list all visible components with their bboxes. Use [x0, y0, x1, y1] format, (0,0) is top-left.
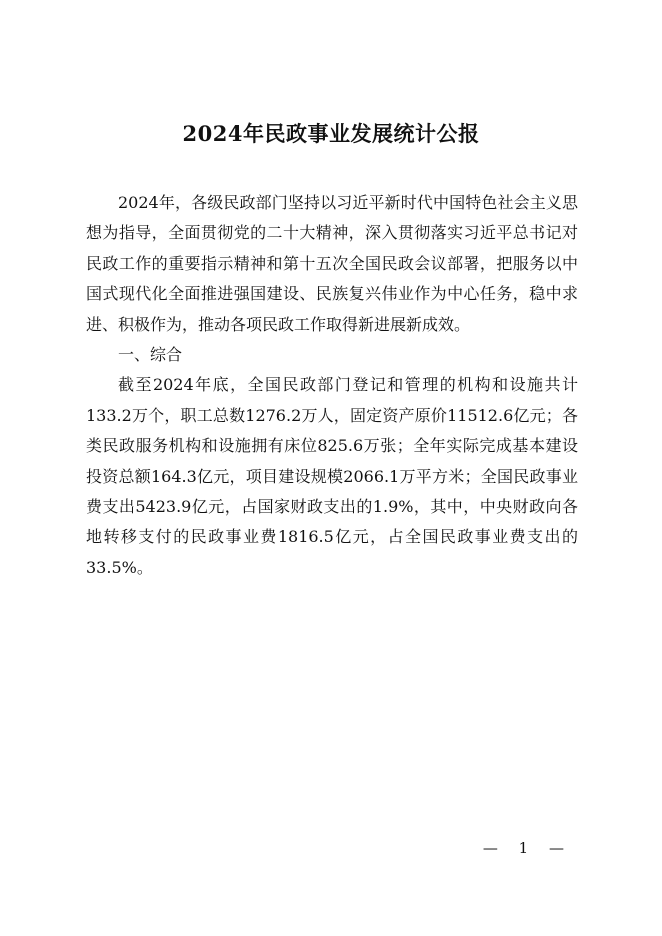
intro-paragraph: 2024年，各级民政部门坚持以习近平新时代中国特色社会主义思想为指导，全面贯彻党的二十大精神，深入贯彻落实习近平总书记对民政工作的重要指示精神和第十五次全国民政会议部署，把服务以中国式现代化全面推进强国建设、民族复兴伟业作为中心任务，稳中求进、积极作为，推动各项民政工作取得新进展新成效。: [86, 193, 578, 334]
section-paragraph: 截至2024年底，全国民政部门登记和管理的机构和设施共计133.2万个，职工总数1276.2万人，固定资产原价11512.6亿元；各类民政服务机构和设施拥有床位825.6万张；全年实际完成基本建设投资总额164.3亿元，项目建设规模2066.1万平方米；全国民政事业费支出5423.9亿元，占国家财政支出的1.9%，其中，中央财政向各地转移支付的民政事业费1816.5亿元，占全国民政事业费支出的33.5%。: [86, 375, 578, 577]
section-heading: 一、综合: [118, 345, 183, 365]
document-title: 2024年民政事业发展统计公报: [182, 121, 480, 146]
page-number: — 1 —: [482, 839, 572, 857]
document-body: [86, 188, 578, 583]
